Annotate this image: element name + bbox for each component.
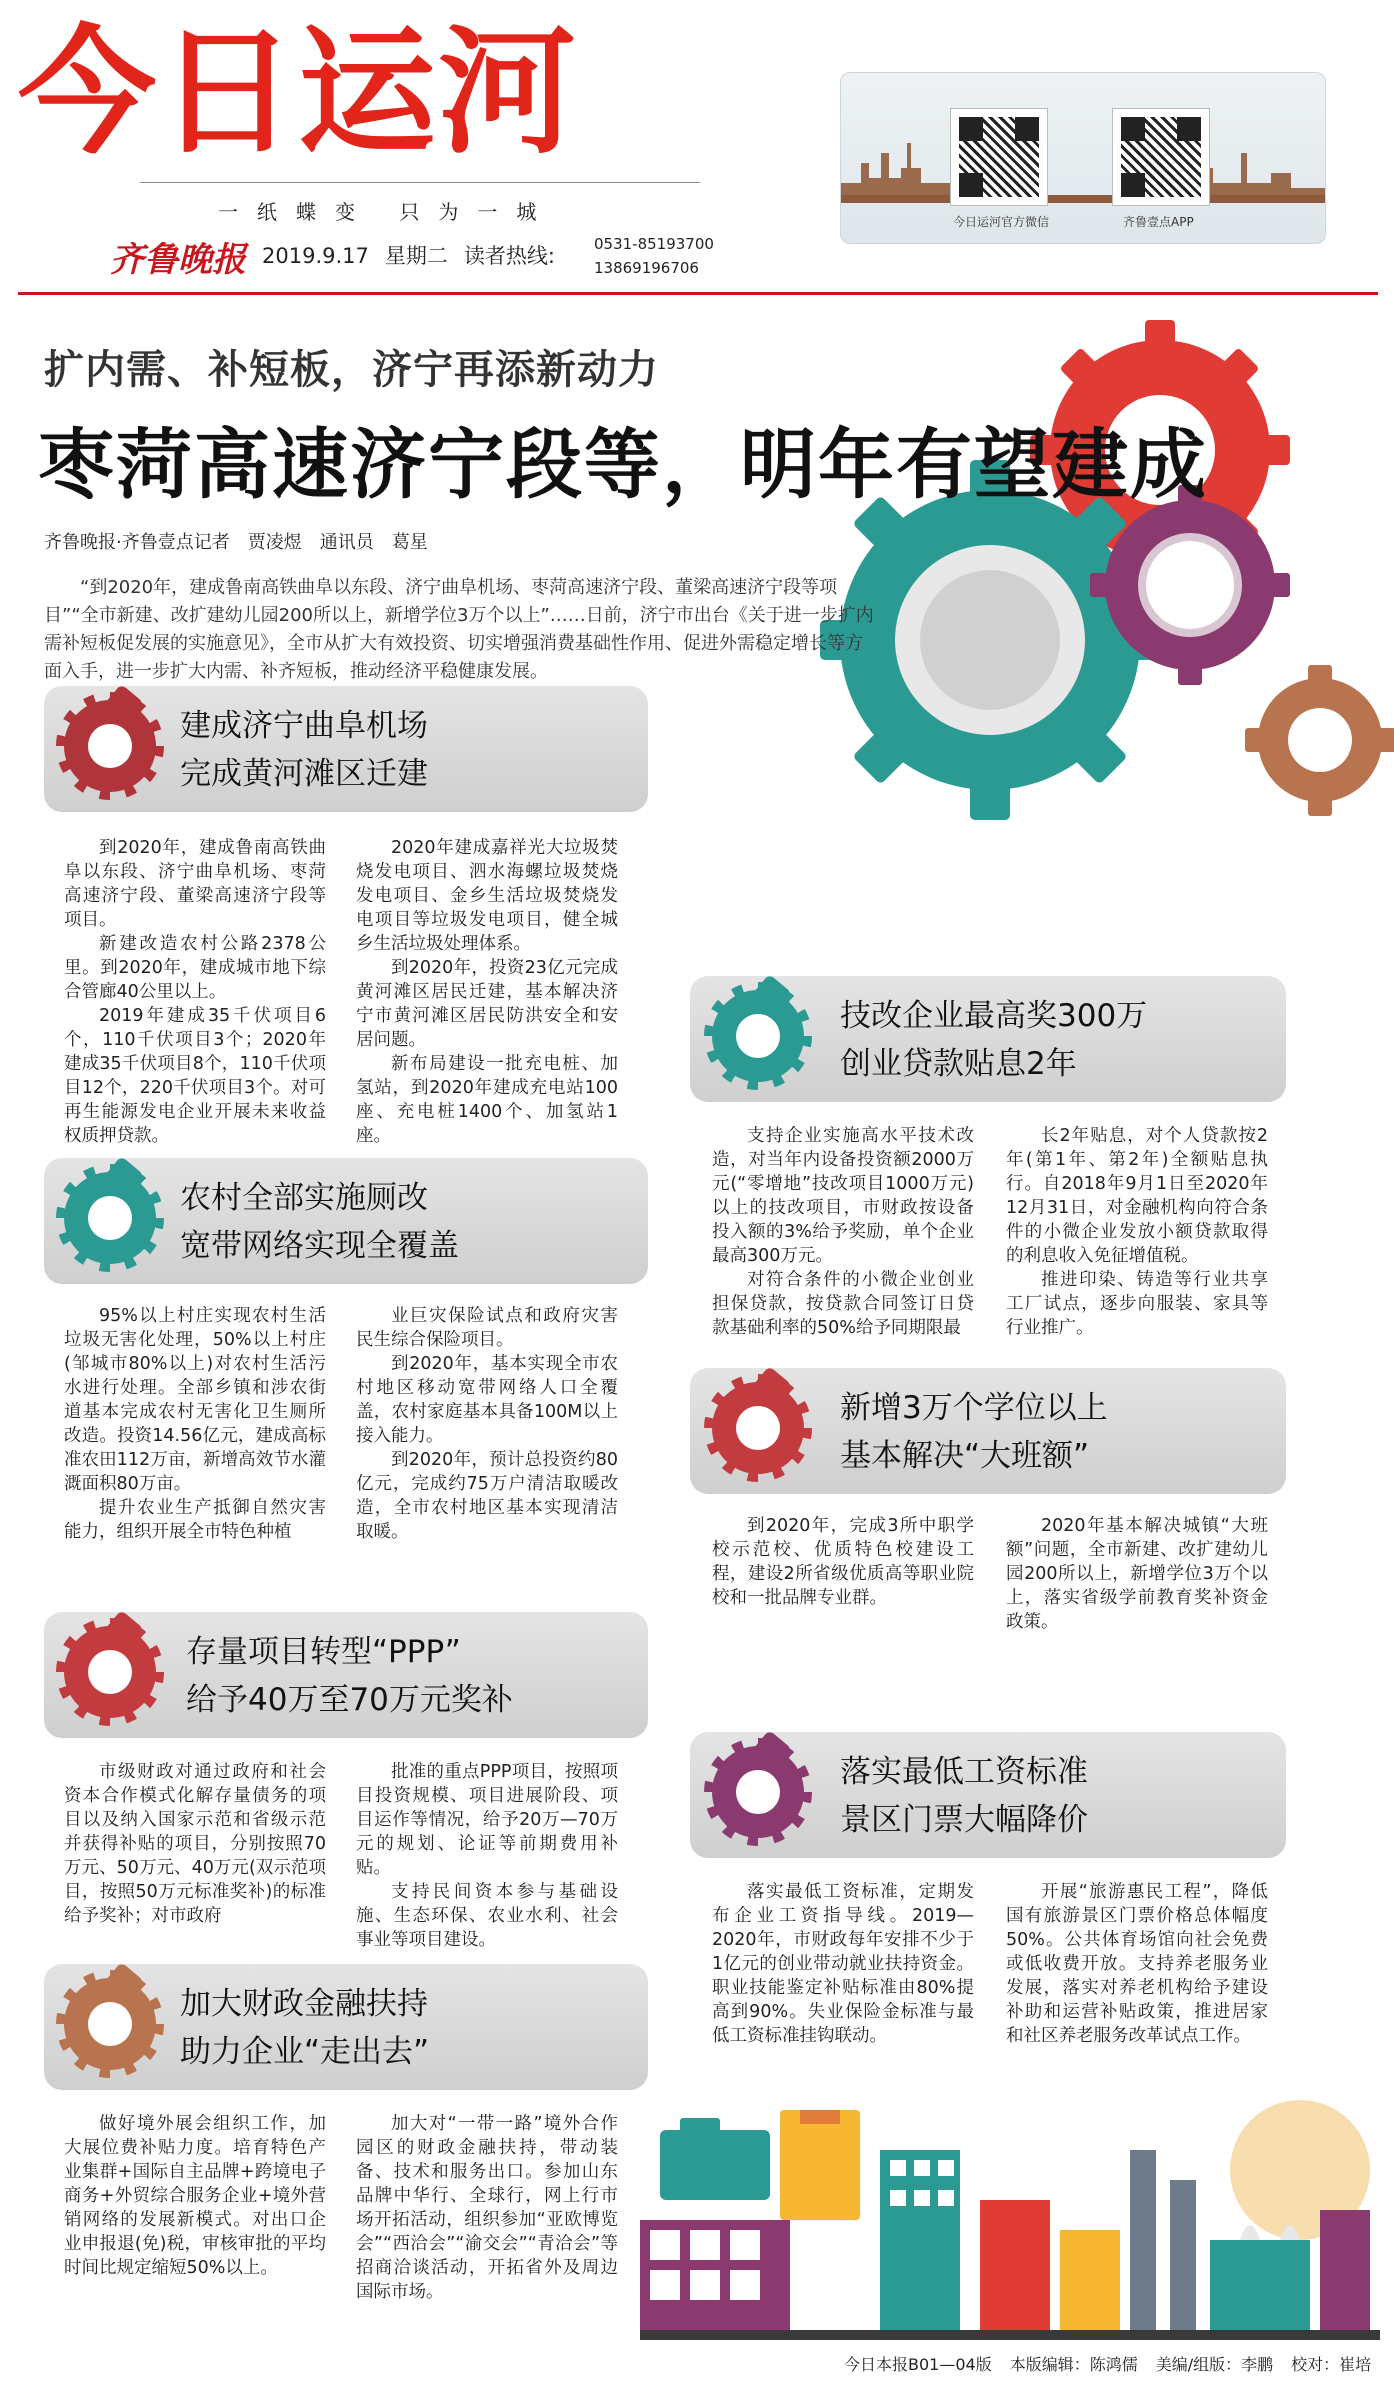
paragraph: 到2020年，基本实现全市农村地区移动宽带网络人口全覆盖，农村家庭基本具备100M以上接入能力。 xyxy=(356,1354,618,1446)
industry-illustration xyxy=(640,2090,1380,2340)
article-byline: 齐鲁晚报·齐鲁壹点记者 贾凌煜 通讯员 葛星 xyxy=(44,532,428,553)
paragraph: 支持民间资本参与基础设施、生态环保、农业水利、社会事业等项目建设。 xyxy=(356,1882,618,1950)
article-kicker: 扩内需、补短板，济宁再添新动力 xyxy=(44,347,659,393)
gears-illustration xyxy=(820,300,1394,860)
section-title-line-1: 落实最低工资标准 xyxy=(840,1754,1088,1790)
section-wages-column-1 xyxy=(712,1880,974,2048)
section-title-line-1: 新增3万个学位以上 xyxy=(840,1390,1108,1426)
app-qr-code[interactable] xyxy=(1113,109,1209,205)
section-title-line-1: 加大财政金融扶持 xyxy=(180,1986,428,2022)
gear-magnifier-icon xyxy=(64,1172,160,1268)
section-wages-column-2 xyxy=(1006,1880,1268,2048)
footer-proof: 校对：崔培 xyxy=(1291,2355,1372,2374)
article-headline: 枣菏高速济宁段等，明年有望建成 xyxy=(38,420,1208,509)
paragraph: 业巨灾保险试点和政府灾害民生综合保险项目。 xyxy=(356,1306,618,1350)
section-title-line-2: 创业贷款贴息2年 xyxy=(840,1046,1077,1082)
section-title-line-2: 给予40万至70万元奖补 xyxy=(186,1682,513,1718)
gear-magnifier-icon xyxy=(64,1978,160,2074)
section-title-line-2: 完成黄河滩区迁建 xyxy=(180,756,428,792)
issue-weekday: 星期二 xyxy=(384,244,448,268)
paragraph: 推进印染、铸造等行业共享工厂试点，逐步向服装、家具等行业推广。 xyxy=(1006,1270,1268,1338)
paragraph: 市级财政对通过政府和社会资本合作模式化解存量债务的项目以及纳入国家示范和省级示范并获得补贴的项目，分别按照70万元、50万元、40万元(双示范项目，按照50万元标准奖补)的标准给予奖补；对市政府 xyxy=(64,1762,326,1926)
page-footer xyxy=(844,2352,1389,2375)
gear-magnifier-icon xyxy=(712,1746,808,1842)
gear-magnifier-icon xyxy=(64,700,160,796)
issue-date: 2019.9.17 xyxy=(262,244,369,268)
paragraph: 提升农业生产抵御自然灾害能力，组织开展全市特色种植 xyxy=(64,1498,326,1542)
qr-caption-app: 齐鲁壹点APP xyxy=(1123,215,1194,229)
section-title-line-2: 基本解决“大班额” xyxy=(840,1438,1090,1474)
section-education-column-2 xyxy=(1006,1514,1268,1634)
newspaper-name: 齐鲁晚报 xyxy=(110,240,246,280)
paragraph: 支持企业实施高水平技术改造，对当年内设备投资额2000万元(“零增地”技改项目1000万元)以上的技改项目，市财政按设备投入额的3%给予奖励，单个企业最高300万元。 xyxy=(712,1126,974,1266)
paragraph: 2019年建成35千伏项目6个，110千伏项目3个；2020年建成35千伏项目8个，110千伏项目12个，220千伏项目3个。对可再生能源发电企业开展未来收益权质押贷款。 xyxy=(64,1006,326,1146)
section-title-line-1: 建成济宁曲阜机场 xyxy=(180,708,428,744)
paragraph: 开展“旅游惠民工程”，降低国有旅游景区门票价格总体幅度50%。公共体育场馆向社会免费或低收费开放。支持养老服务业发展，落实对养老机构给予建设补助和运营补贴政策，推进居家和社区养老服务改革试点工作。 xyxy=(1006,1882,1268,2046)
footer-editor: 本版编辑：陈鸿儒 xyxy=(1009,2355,1138,2374)
section-title-line-1: 技改企业最高奖300万 xyxy=(840,998,1148,1034)
paragraph: 2020年基本解决城镇“大班额”问题，全市新建、改扩建幼儿园200所以上，新增学位3万个以上，落实省级学前教育奖补资金政策。 xyxy=(1006,1516,1268,1632)
masthead-slogan: 一纸蝶变 只为一城 xyxy=(218,200,556,224)
section-airport-column-2 xyxy=(356,836,618,1148)
qr-code-box xyxy=(840,72,1326,244)
paragraph: 对符合条件的小微企业创业担保贷款，按贷款合同签订日贷款基础利率的50%给予同期限最 xyxy=(712,1270,974,1338)
section-title-line-1: 存量项目转型“PPP” xyxy=(186,1634,461,1670)
paragraph: 到2020年，完成3所中职学校示范校、优质特色校建设工程，建设2所省级优质高等职业院校和一批品牌专业群。 xyxy=(712,1516,974,1608)
section-finance-column-1 xyxy=(64,2112,326,2280)
section-title-line-1: 农村全部实施厕改 xyxy=(180,1180,428,1216)
footer-edition: 今日本报B01—04版 xyxy=(844,2355,992,2374)
section-rural-column-2 xyxy=(356,1304,618,1544)
section-title-line-2: 宽带网络实现全覆盖 xyxy=(180,1228,459,1264)
paragraph: 加大对“一带一路”境外合作园区的财政金融扶持，带动装备、技术和服务出口。参加山东品牌中华行、全球行，网上行市场开拓活动，组织参加“亚欧博览会”“西洽会”“渝交会”“青洽会”等招商洽谈活动，开拓省外及周边国际市场。 xyxy=(356,2114,618,2302)
section-education-column-1 xyxy=(712,1514,974,1610)
city-skyline-illustration xyxy=(841,133,1325,203)
section-title-line-2: 景区门票大幅降价 xyxy=(840,1802,1088,1838)
paragraph: 到2020年，投资23亿元完成黄河滩区居民迁建，基本解决济宁市黄河滩区居民防洪安全和安居问题。 xyxy=(356,958,618,1050)
section-finance-column-2 xyxy=(356,2112,618,2304)
section-tech-column-1 xyxy=(712,1124,974,1340)
section-airport-column-1 xyxy=(64,836,326,1148)
paragraph: 到2020年，预计总投资约80亿元，完成约75万户清洁取暖改造，全市农村地区基本实现清洁取暖。 xyxy=(356,1450,618,1542)
slogan-divider xyxy=(140,182,700,183)
paragraph: 新布局建设一批充电桩、加氢站，到2020年建成充电站100座、充电桩1400个、加氢站1座。 xyxy=(356,1054,618,1146)
masthead-logo: 今日运河 xyxy=(18,12,579,173)
hotline-numbers xyxy=(594,232,714,280)
article-lead: “到2020年，建成鲁南高铁曲阜以东段、济宁曲阜机场、枣菏高速济宁段、董梁高速济宁段等项目”“全市新建、改扩建幼儿园200所以上，新增学位3万个以上”……日前，济宁市出台《关于进一步扩内需补短板促发展的实施意见》，全市从扩大有效投资、切实增强消费基础性作用、促进外需稳定增长等方面入手，进一步扩大内需、补齐短板，推动经济平稳健康发展。 xyxy=(44,577,874,682)
footer-designer: 美编/组版：李鹏 xyxy=(1155,2355,1274,2374)
section-title-line-2: 助力企业“走出去” xyxy=(180,2034,430,2070)
paragraph: 长2年贴息，对个人贷款按2年(第1年、第2年)全额贴息执行。自2018年9月1日至2020年12月31日，对金融机构向符合条件的小微企业发放小额贷款取得的利息收入免征增值税。 xyxy=(1006,1126,1268,1266)
hotline-1: 0531-85193700 xyxy=(594,235,714,253)
section-ppp-column-2 xyxy=(356,1760,618,1952)
paragraph: 到2020年，建成鲁南高铁曲阜以东段、济宁曲阜机场、枣菏高速济宁段、董梁高速济宁段等项目。 xyxy=(64,838,326,930)
paragraph: 95%以上村庄实现农村生活垃圾无害化处理，50%以上村庄(邹城市80%以上)对农村生活污水进行处理。全部乡镇和涉农街道基本完成农村无害化卫生厕所改造。投资14.56亿元，建成高标准农田112万亩，新增高效节水灌溉面积80万亩。 xyxy=(64,1306,326,1494)
paragraph: 批准的重点PPP项目，按照项目投资规模、项目进展阶段、项目运作等情况，给予20万—70万元的规划、论证等前期费用补贴。 xyxy=(356,1762,618,1878)
section-ppp-column-1 xyxy=(64,1760,326,1928)
paragraph: 2020年建成嘉祥光大垃圾焚烧发电项目、泗水海螺垃圾焚烧发电项目、金乡生活垃圾焚烧发电项目等垃圾发电项目，健全城乡生活垃圾处理体系。 xyxy=(356,838,618,954)
qr-caption-wechat: 今日运河官方微信 xyxy=(953,215,1050,229)
gear-magnifier-icon xyxy=(712,990,808,1086)
section-rural-column-1 xyxy=(64,1304,326,1544)
hotline-label: 读者热线: xyxy=(463,244,555,268)
hotline-2: 13869196706 xyxy=(594,259,699,277)
publication-info xyxy=(262,240,571,270)
paragraph: 落实最低工资标准，定期发布企业工资指导线。2019—2020年，市财政每年安排不少于1亿元的创业带动就业扶持资金。职业技能鉴定补贴标准由80%提高到90%。失业保险金标准与最低工资标准挂钩联动。 xyxy=(712,1882,974,2046)
gear-magnifier-icon xyxy=(712,1382,808,1478)
masthead-rule xyxy=(18,292,1378,295)
section-tech-column-2 xyxy=(1006,1124,1268,1340)
paragraph: 做好境外展会组织工作，加大展位费补贴力度。培育特色产业集群+国际自主品牌+跨境电子商务+外贸综合服务企业+境外营销网络的发展新模式。对出口企业申报退(免)税，审核审批的平均时间比规定缩短50%以上。 xyxy=(64,2114,326,2278)
paragraph: 新建改造农村公路2378公里。到2020年，建成城市地下综合管廊40公里以上。 xyxy=(64,934,326,1002)
gear-magnifier-icon xyxy=(64,1626,160,1722)
wechat-qr-code[interactable] xyxy=(951,109,1047,205)
